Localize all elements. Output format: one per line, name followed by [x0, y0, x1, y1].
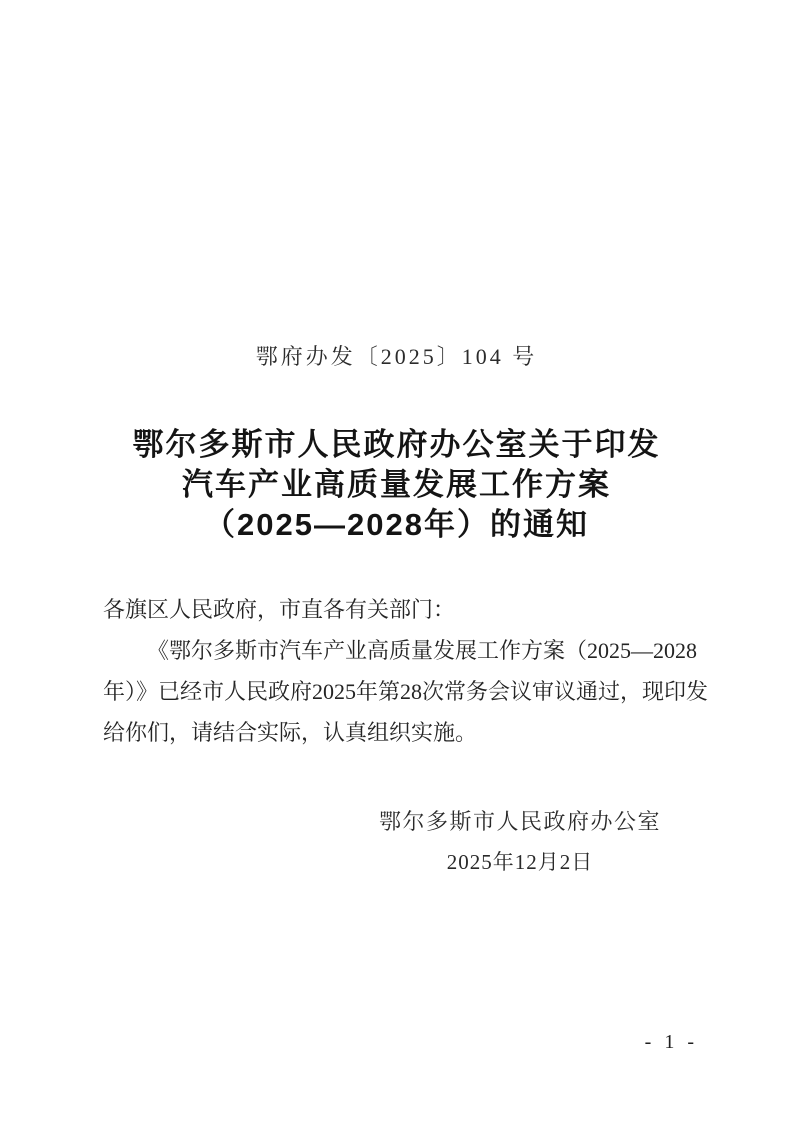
document-body [103, 589, 709, 753]
document-title [0, 425, 793, 545]
issue-date: 2025年12月2日 [446, 850, 594, 874]
title-line-1: 鄂尔多斯市人民政府办公室关于印发 [132, 427, 661, 462]
body-paragraph-line-2: 年）》已经市人民政府2025年第28次常务会议审议通过，现印发 [103, 679, 709, 704]
signature-block [0, 809, 661, 874]
issuing-authority: 鄂尔多斯市人民政府办公室 [378, 809, 661, 834]
document-number: 鄂府办发〔2025〕104 号 [255, 344, 538, 369]
page-number: - 1 - [644, 1031, 698, 1053]
body-paragraph-line-1: 《鄂尔多斯市汽车产业高质量发展工作方案（2025—2028 [147, 638, 698, 663]
salutation: 各旗区人民政府，市直各有关部门： [103, 597, 456, 622]
body-paragraph-line-3: 给你们，请结合实际，认真组织实施。 [103, 720, 478, 745]
signature-inner [379, 809, 661, 874]
title-line-3: （2025—2028年）的通知 [204, 507, 589, 542]
title-line-2: 汽车产业高质量发展工作方案 [182, 467, 611, 502]
